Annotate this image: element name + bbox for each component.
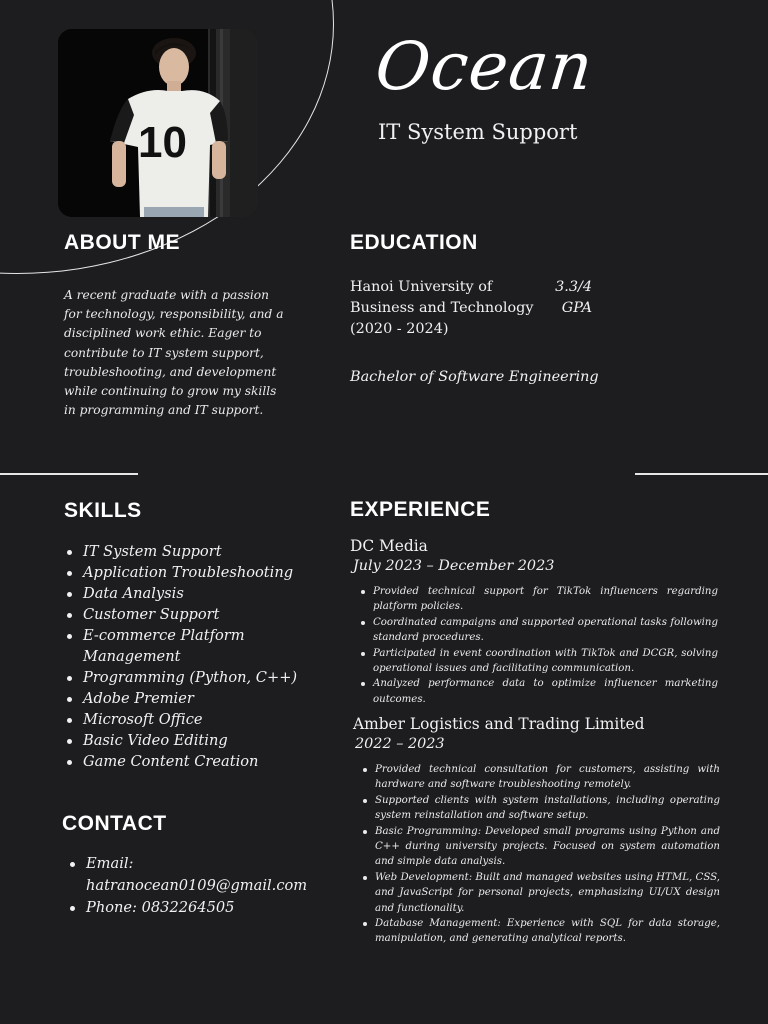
job-bullet: Provided technical consultation for customers, assisting with hardware and software troubleshooting remotely. bbox=[362, 762, 720, 793]
education-block bbox=[350, 277, 600, 385]
profile-photo-illustration bbox=[58, 29, 258, 217]
job-bullet: Web Development: Built and managed websites using HTML, CSS, and JavaScript for personal projects, emphasizing UI/UX design and functionality. bbox=[362, 870, 720, 916]
contact-phone[interactable]: Phone: 0832264505 bbox=[67, 897, 327, 919]
role-subtitle: IT System Support bbox=[378, 120, 578, 144]
skill-item: Programming (Python, C++) bbox=[64, 667, 324, 688]
divider-left bbox=[0, 473, 138, 475]
job-bullets bbox=[360, 584, 718, 707]
skill-item: Adobe Premier bbox=[64, 688, 324, 709]
contact-heading: CONTACT bbox=[62, 812, 167, 835]
skill-item: Application Troubleshooting bbox=[64, 562, 324, 583]
education-heading: EDUCATION bbox=[350, 231, 478, 254]
skill-item: Customer Support bbox=[64, 604, 324, 625]
skills-heading: SKILLS bbox=[64, 499, 142, 522]
university-line-2: Business and Technology bbox=[350, 300, 534, 316]
profile-photo bbox=[58, 29, 258, 217]
education-years: (2020 - 2024) bbox=[350, 321, 449, 337]
job-company: Amber Logistics and Trading Limited bbox=[353, 715, 645, 733]
job-bullets bbox=[362, 762, 720, 947]
skill-item: Game Content Creation bbox=[64, 751, 324, 772]
job-bullet: Coordinated campaigns and supported operational tasks following standard procedures. bbox=[360, 615, 718, 646]
skill-item: IT System Support bbox=[64, 541, 324, 562]
degree: Bachelor of Software Engineering bbox=[350, 369, 599, 385]
jersey-number: 10 bbox=[138, 118, 187, 167]
job-bullet: Participated in event coordination with TikTok and DCGR, solving operational issues and facilitating communication. bbox=[360, 646, 718, 677]
job-bullet: Analyzed performance data to optimize influencer marketing outcomes. bbox=[360, 676, 718, 707]
job-dates: July 2023 – December 2023 bbox=[353, 558, 555, 574]
about-text: A recent graduate with a passion for technology, responsibility, and a disciplined work ethic. Eager to contribute to IT system support, troubleshooting, and development while continuing to grow my skills in programming and IT support. bbox=[64, 288, 284, 418]
job-bullet: Provided technical support for TikTok influencers regarding platform policies. bbox=[360, 584, 718, 615]
job-dates: 2022 – 2023 bbox=[355, 736, 445, 752]
skill-item: Basic Video Editing bbox=[64, 730, 324, 751]
gpa bbox=[555, 277, 592, 319]
gpa-value: 3.3/4 bbox=[555, 279, 592, 295]
contact-email[interactable] bbox=[67, 853, 327, 897]
about-heading: ABOUT ME bbox=[64, 231, 180, 254]
job-bullet: Basic Programming: Developed small programs using Python and C++ during university projects. Focused on system automation and simple data analysis. bbox=[362, 824, 720, 870]
job-company: DC Media bbox=[350, 537, 428, 555]
job-bullet: Supported clients with system installations, including operating system reinstallation and software setup. bbox=[362, 793, 720, 824]
skill-item: Microsoft Office bbox=[64, 709, 324, 730]
email-value[interactable]: hatranocean0109@gmail.com bbox=[86, 877, 308, 894]
job-bullet: Database Management: Experience with SQL for data storage, manipulation, and generating analytical reports. bbox=[362, 916, 720, 947]
skill-item: E-commerce Platform Management bbox=[64, 625, 324, 667]
gpa-label: GPA bbox=[561, 300, 592, 316]
contact-list bbox=[67, 853, 327, 919]
experience-heading: EXPERIENCE bbox=[350, 498, 491, 521]
skill-item: Data Analysis bbox=[64, 583, 324, 604]
divider-right bbox=[635, 473, 768, 475]
name-title: Ocean bbox=[371, 28, 598, 105]
university-line-1: Hanoi University of bbox=[350, 279, 493, 295]
email-label: Email: bbox=[86, 855, 134, 872]
skills-list bbox=[64, 541, 324, 772]
